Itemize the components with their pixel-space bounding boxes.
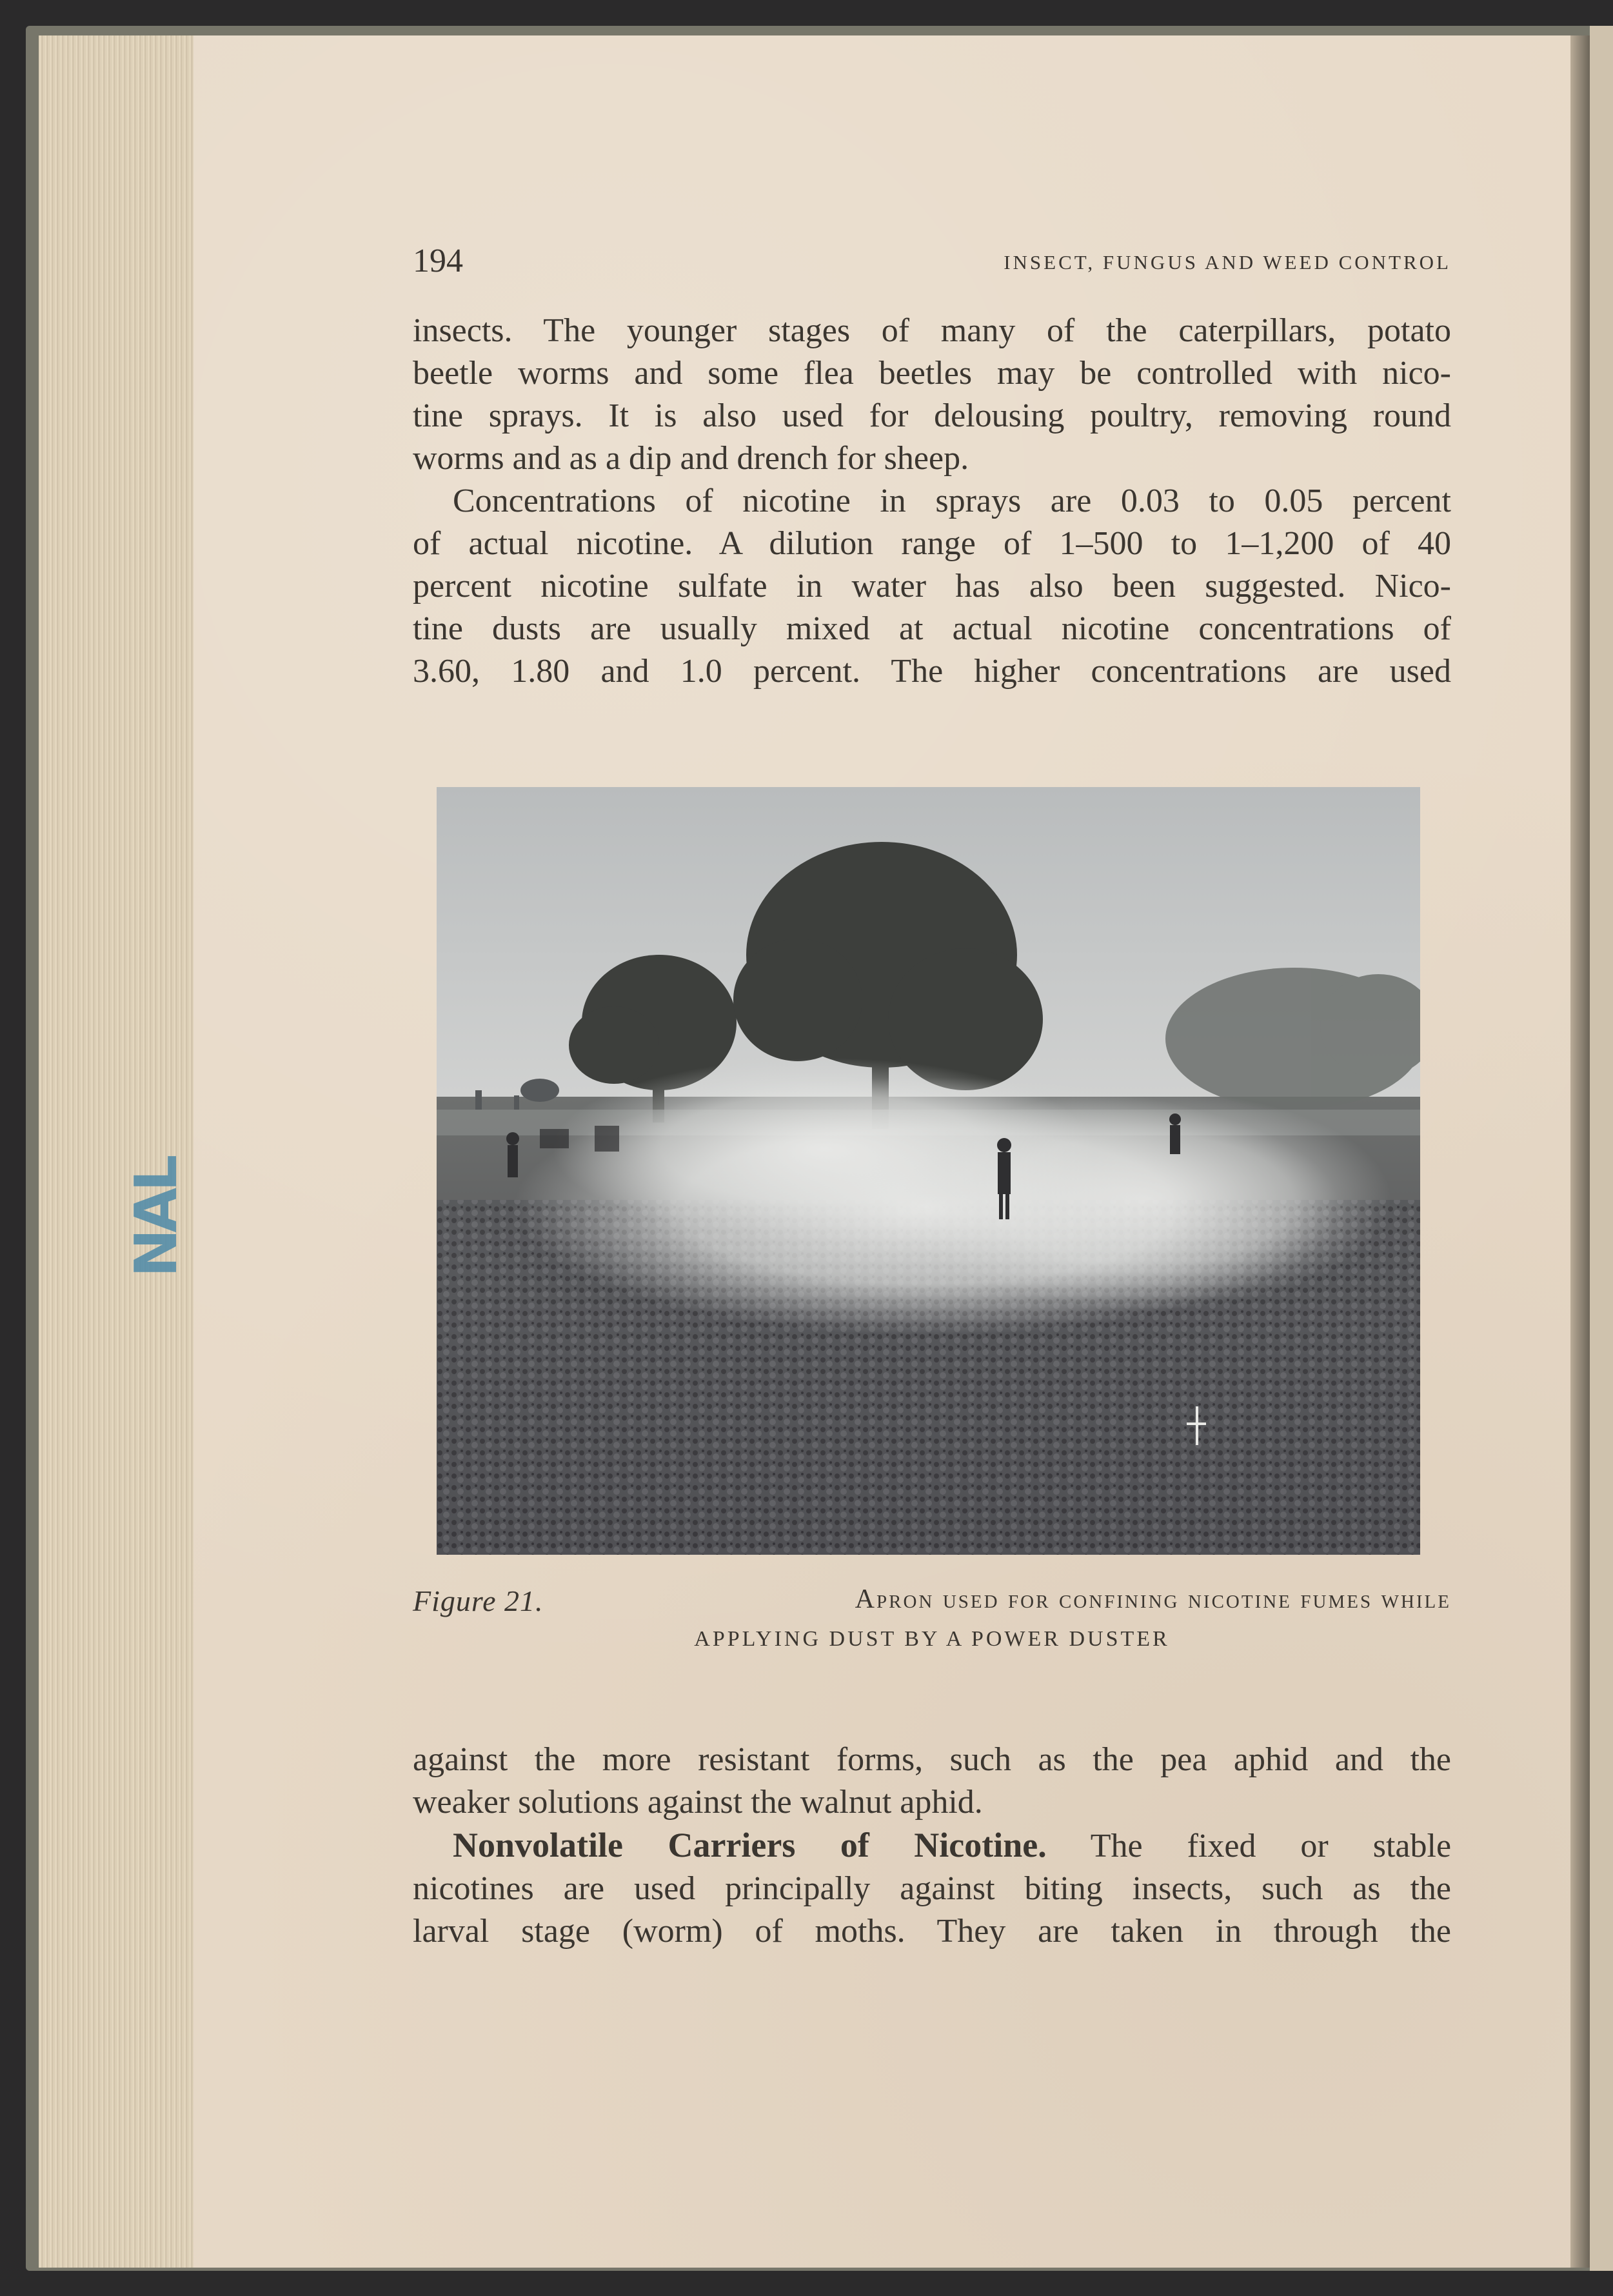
- text-line: nicotines are used principally against biting insects, such as the: [413, 1870, 1451, 1907]
- library-stamp: NAL: [123, 1158, 190, 1277]
- text-line: beetle worms and some flea beetles may be controlled with nico-: [413, 355, 1451, 392]
- text-line: 3.60, 1.80 and 1.0 percent. The higher concentrations are used: [413, 653, 1451, 690]
- figure-label: Figure 21.: [413, 1584, 544, 1617]
- caption-text-1: Apron used for confining nicotine fumes while: [855, 1584, 1451, 1614]
- text-line: percent nicotine sulfate in water has also been suggested. Nico-: [413, 568, 1451, 604]
- text-line: weaker solutions against the walnut aphid.: [413, 1784, 983, 1821]
- text-line: worms and as a dip and drench for sheep.: [413, 440, 969, 477]
- text-line: tine dusts are usually mixed at actual nicotine concentrations of: [413, 610, 1451, 647]
- caption-text-2: APPLYING DUST BY A POWER DUSTER: [694, 1627, 1170, 1651]
- heading-line-rest: The fixed or stable: [1090, 1828, 1452, 1864]
- page-number: 194: [413, 243, 463, 279]
- spine-shadow: [1570, 35, 1590, 2268]
- next-page-edge: [1590, 26, 1613, 2271]
- text-line: tine sprays. It is also used for delousing poultry, removing round: [413, 397, 1451, 434]
- section-heading-line: [413, 1824, 1451, 1868]
- text-line: insects. The younger stages of many of the caterpillars, potato: [413, 312, 1451, 349]
- figure-photo: [437, 787, 1420, 1555]
- running-head: INSECT, FUNGUS AND WEED CONTROL: [1004, 251, 1451, 274]
- page-header: [413, 242, 1451, 287]
- text-line: against the more resistant forms, such as the pea aphid and the: [413, 1741, 1451, 1778]
- text-line: Concentrations of nicotine in sprays are 0.03 to 0.05 percent: [453, 483, 1451, 519]
- figure-caption: [413, 1584, 1451, 1652]
- field-dusting-photo: [437, 787, 1420, 1555]
- text-line: of actual nicotine. A dilution range of 1–500 to 1–1,200 of 40: [413, 525, 1451, 562]
- text-block-top: [413, 310, 1451, 693]
- text-block-bottom: [413, 1739, 1451, 1953]
- text-line: larval stage (worm) of moths. They are taken in through the: [413, 1913, 1451, 1950]
- page-edges: [39, 35, 195, 2268]
- section-heading: Nonvolatile Carriers of Nicotine.: [453, 1826, 1047, 1864]
